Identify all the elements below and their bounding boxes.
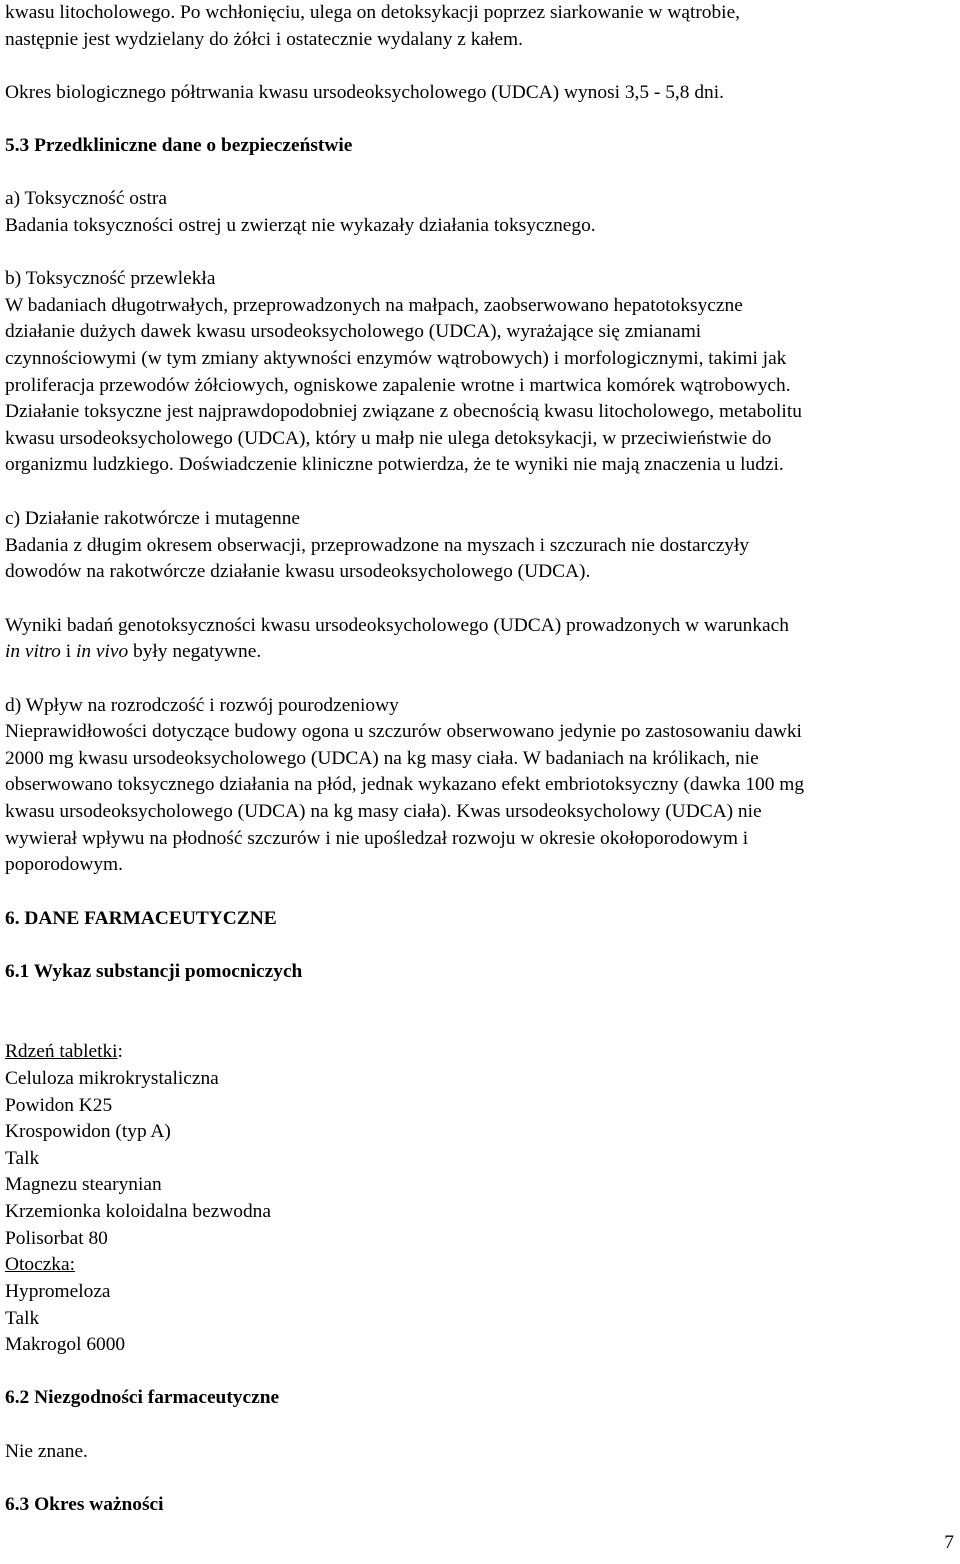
paragraph-line: Badania z długim okresem obserwacji, przeprowadzone na myszach i szczurach nie dostarczyły [5,535,750,556]
core-label [5,1039,123,1066]
subsection-heading: d) Wpływ na rozrodczość i rozwój pourodzeniowy [5,695,399,716]
paragraph-line: organizmu ludzkiego. Doświadczenie kliniczne potwierdza, że te wyniki nie mają znaczenia u ludzi. [5,454,784,475]
core-label-colon: : [117,1041,123,1062]
paragraph-line [5,639,261,666]
subsection-heading: b) Toksyczność przewlekła [5,268,216,289]
italic-term: in vivo [75,641,129,662]
section-heading-6-1: 6.1 Wykaz substancji pomocniczych [5,961,303,982]
paragraph-line: Okres biologicznego półtrwania kwasu ursodeoksycholowego (UDCA) wynosi 3,5 - 5,8 dni. [5,82,724,103]
excipient-item: Hypromeloza [5,1281,111,1302]
paragraph-line: czynnościowymi (w tym zmiany aktywności enzymów wątrobowych) i morfologicznymi, takimi jak [5,348,787,369]
paragraph-line: wywierał wpływu na płodność szczurów i nie upośledzał rozwoju w okresie okołoporodowym i [5,828,749,849]
paragraph-line: kwasu litocholowego. Po wchłonięciu, ulega on detoksykacji poprzez siarkowanie w wątrobie, [5,2,741,23]
paragraph-line: kwasu ursodeoksycholowego (UDCA), który u małp nie ulega detoksykacji, w przeciwieństwie do [5,428,772,449]
page-number: 7 [944,1532,954,1553]
paragraph-line: Wyniki badań genotoksyczności kwasu ursodeoksycholowego (UDCA) prowadzonych w warunkach [5,615,789,636]
paragraph-line: Działanie toksyczne jest najprawdopodobniej związane z obecnością kwasu litocholowego, metabolitu [5,401,802,422]
paragraph-line: Nieprawidłowości dotyczące budowy ogona u szczurów obserwowano jedynie po zastosowaniu dawki [5,721,802,742]
paragraph-line: proliferacja przewodów żółciowych, ogniskowe zapalenie wrotne i martwica komórek wątrobowych. [5,375,791,396]
section-heading-6-2: 6.2 Niezgodności farmaceutyczne [5,1387,280,1408]
excipient-item: Krospowidon (typ A) [5,1121,171,1142]
paragraph-line: działanie dużych dawek kwasu ursodeoksycholowego (UDCA), wyrażające się zmianami [5,321,702,342]
coating-label: Otoczka: [5,1254,75,1275]
paragraph-line: poporodowym. [5,854,123,875]
excipient-item: Powidon K25 [5,1095,113,1116]
core-label-text: Rdzeń tabletki [5,1041,118,1062]
section-heading-6: 6. DANE FARMACEUTYCZNE [5,908,277,929]
paragraph-line: kwasu ursodeoksycholowego (UDCA) na kg masy ciała). Kwas ursodeoksycholowy (UDCA) nie [5,801,762,822]
paragraph-line: obserwowano toksycznego działania na płód, jednak wykazano efekt embriotoksyczny (dawka 100 mg [5,774,805,795]
excipient-item: Talk [5,1148,40,1169]
paragraph-line: W badaniach długotrwałych, przeprowadzonych na małpach, zaobserwowano hepatotoksyczne [5,295,743,316]
text-run: i [60,641,76,662]
italic-term: in vitro [5,641,61,662]
excipient-item: Polisorbat 80 [5,1228,108,1249]
paragraph-line: dowodów na rakotwórcze działanie kwasu ursodeoksycholowego (UDCA). [5,561,591,582]
section-heading-6-3: 6.3 Okres ważności [5,1494,164,1515]
text-run: były negatywne. [128,641,262,662]
paragraph-line: Badania toksyczności ostrej u zwierząt nie wykazały działania toksycznego. [5,215,596,236]
subsection-heading: a) Toksyczność ostra [5,188,167,209]
excipient-item: Celuloza mikrokrystaliczna [5,1068,219,1089]
excipient-item: Makrogol 6000 [5,1334,126,1355]
excipient-item: Magnezu stearynian [5,1174,162,1195]
paragraph-line: następnie jest wydzielany do żółci i ostatecznie wydalany z kałem. [5,29,523,50]
paragraph-line: Nie znane. [5,1441,88,1462]
paragraph-line: 2000 mg kwasu ursodeoksycholowego (UDCA) na kg masy ciała. W badaniach na królikach, nie [5,748,759,769]
subsection-heading: c) Działanie rakotwórcze i mutagenne [5,508,301,529]
excipient-item: Krzemionka koloidalna bezwodna [5,1201,271,1222]
section-heading-5-3: 5.3 Przedkliniczne dane o bezpieczeństwie [5,135,353,156]
excipient-item: Talk [5,1308,40,1329]
